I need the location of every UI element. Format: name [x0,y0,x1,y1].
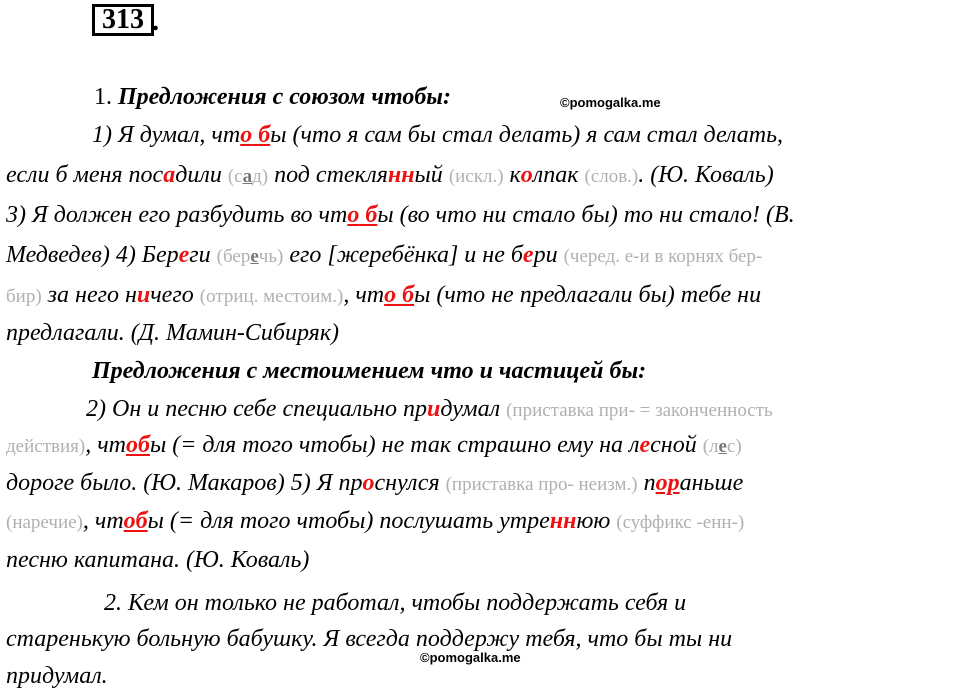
highlight: и [427,396,441,422]
note: (искл.) [448,166,504,187]
note: (отриц. местоим.) [199,286,344,307]
text: чего [150,282,200,308]
exercise-number: 313 [92,4,154,36]
note: (приставка при- = законченность [506,400,773,421]
section-1-label: 1. [94,84,118,110]
exercise-number-dot: . [152,6,159,37]
text: ги [189,242,217,268]
highlight: е [639,432,651,458]
text: к [503,162,521,188]
text: . (Ю. Коваль) [638,162,774,188]
highlight: нн [549,508,577,534]
text: аньше [679,470,744,496]
text-line-13 [6,545,309,575]
note-highlight: е [718,436,727,457]
text: , чт [343,282,385,308]
note: (слов.) [584,166,639,187]
text-line-6 [6,280,761,312]
text-line-9 [86,394,773,426]
highlight: б [258,122,271,148]
highlight: е [178,242,190,268]
text: , чт [82,508,124,534]
text: дили [175,162,228,188]
text: снулся [374,470,446,496]
text: ый [414,162,449,188]
highlight: а [163,162,176,188]
highlight: е [522,242,534,268]
text-line-7 [6,318,339,348]
text-line-5 [6,240,762,272]
note: (наречие) [6,512,83,533]
text: 3) Я должен его разбудить во чт [6,202,348,228]
text: если б меня пос [6,162,164,188]
section-2-title: Предложения с местоимением что и частицей бы: [92,358,647,384]
highlight: о [240,122,253,148]
text-line-4 [6,200,795,230]
text-line-10 [6,430,742,462]
note: бир) [6,286,42,307]
text: ы (во что ни стало бы) то ни стало! (В. [377,202,795,228]
note: с) [726,436,742,457]
note: чь) [258,246,284,267]
note: (с [227,166,243,187]
highlight: об [123,508,148,534]
watermark-bottom: ©pomogalka.me [420,650,521,665]
note-highlight: е [250,246,259,267]
text: старенькую больную бабушку. Я всегда поддержу тебя, что бы ты ни [6,626,733,652]
text: лпак [532,162,585,188]
note-highlight: а [242,166,253,187]
highlight: о [384,282,397,308]
text-line-16 [6,661,108,691]
note: действия) [6,436,86,457]
text: сной [650,432,703,458]
text: п [637,470,656,496]
text: предлагали. (Д. Мамин-Сибиряк) [6,320,340,346]
text: его [жеребёнка] и не б [283,242,523,268]
text: думал [440,396,507,422]
highlight: и [136,282,151,308]
text: Медведев) 4) Бер [6,242,179,268]
text: ы (что я сам бы стал делать) я сам стал делать, [270,122,784,148]
highlight: о [362,470,375,496]
highlight: о [520,162,533,188]
text: песню капитана. (Ю. Коваль) [6,547,310,573]
note: д) [252,166,269,187]
note: (черед. е-и в корнях бер- [563,246,763,267]
highlight: ор [655,470,680,496]
text: придумал. [6,663,108,689]
text-line-3 [6,160,774,192]
text: ри [533,242,564,268]
text-line-12 [6,506,744,538]
text: 2. Кем он только не работал, чтобы поддержать себя и [104,590,687,616]
text: за него н [41,282,137,308]
note: (бер [216,246,251,267]
text: ы (что не предлагали бы) тебе ни [414,282,762,308]
text: 2) Он и песню себе специально пр [86,396,428,422]
highlight: об [126,432,150,458]
watermark-top: ©pomogalka.me [560,95,661,110]
text: ы (= для того чтобы) послушать утре [147,508,550,534]
text: 1) Я думал, чт [92,122,241,148]
text: юю [576,508,617,534]
note: (л [702,436,719,457]
section-1-heading [94,82,451,112]
text-line-14 [104,588,686,618]
text: дороге было. (Ю. Макаров) 5) Я пр [6,470,363,496]
section-1-title: Предложения с союзом чтобы: [118,84,451,110]
highlight: о [347,202,360,228]
note: (суффикс -енн-) [616,512,745,533]
note: (приставка про- неизм.) [445,474,638,495]
highlight: б [365,202,378,228]
text: ы (= для того чтобы) не так страшно ему на л [149,432,640,458]
text: , чт [85,432,126,458]
highlight: б [402,282,415,308]
text: под стекля [268,162,388,188]
highlight: нн [387,162,415,188]
text-line-15 [6,624,732,654]
text-line-11 [6,468,743,500]
text-line-2 [92,120,783,150]
